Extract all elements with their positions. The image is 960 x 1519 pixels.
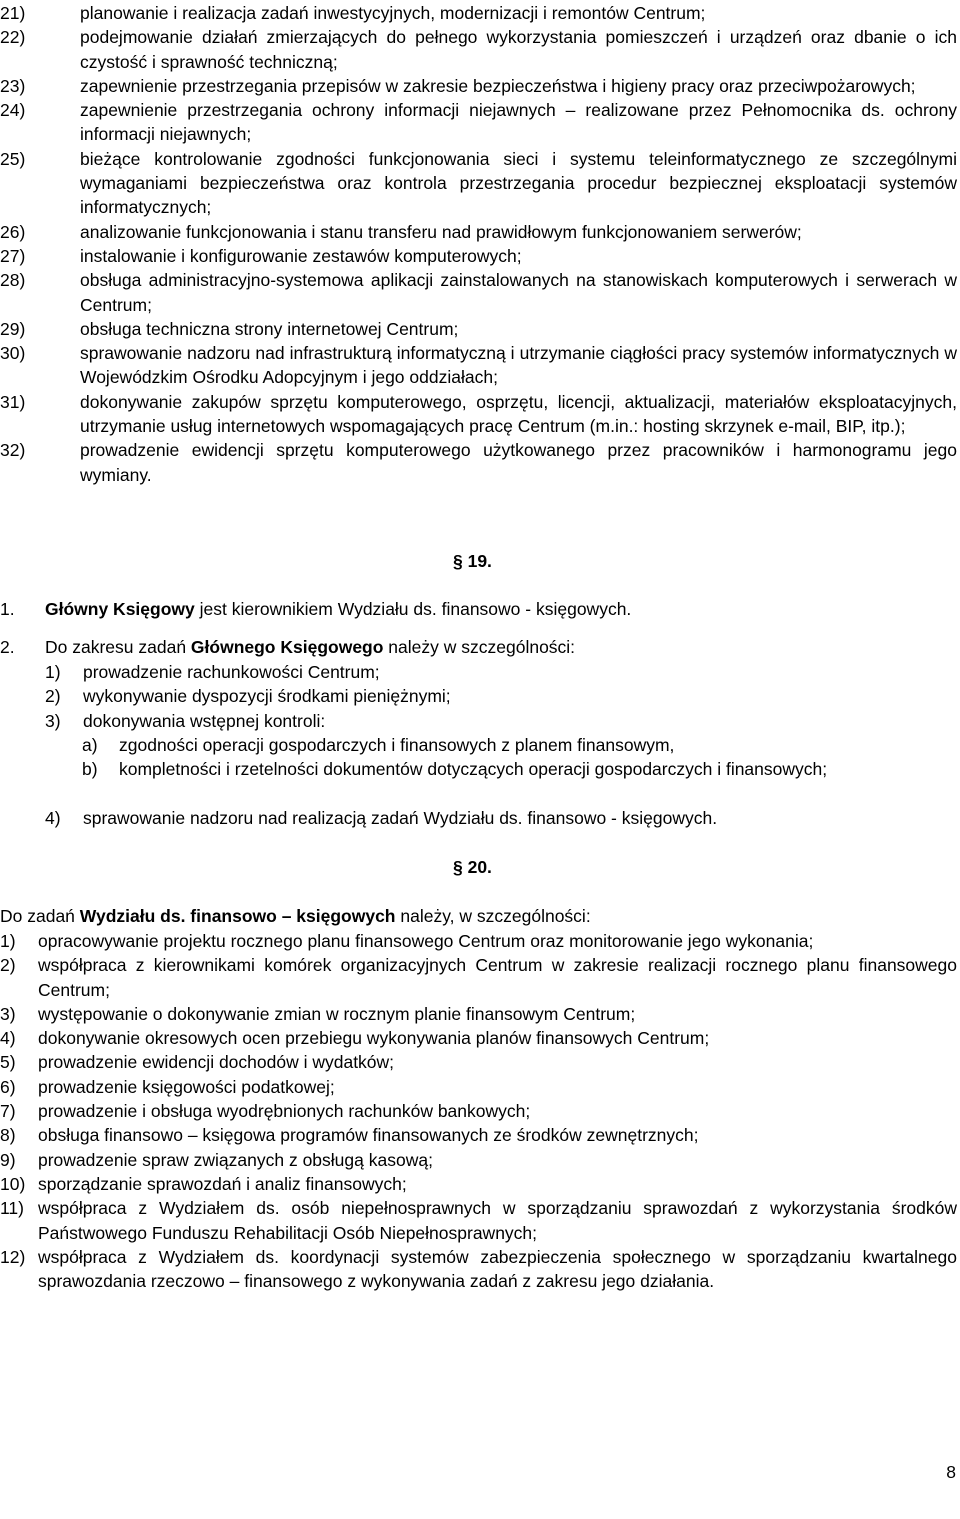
list-item: 1) prowadzenie rachunkowości Centrum; [45,662,380,682]
preliminary-control-sublist [82,733,957,782]
section-19-heading: § 19. [453,551,492,571]
list-item: 3) dokonywania wstępnej kontroli: [45,710,326,731]
chief-accountant-tasks-list-end [45,806,957,830]
list-item: 25) bieżące kontrolowanie zgodności funkcjonowania sieci i systemu teleinformatycznego ze szczególnymi wymaganiami bezpieczeństwa oraz kontrola przestrzegania procedur bezpiecznej eksploatacji systemów informatycznych; [0,148,957,218]
list-item: 22) podejmowanie działań zmierzających do pełnego wykorzystania pomieszczeń i urządzeń oraz dbanie o ich czystość i sprawność techniczną; [0,27,957,72]
list-item: 10) sporządzanie sprawozdań i analiz finansowych; [0,1173,407,1194]
section-19-paragraph-2: 2. Do zakresu zadań Głównego Księgowego należy w szczególności: [0,637,576,657]
list-item: 2) współpraca z kierownikami komórek organizacyjnych Centrum w zakresie realizacji rocznego planu finansowego Centrum; [0,955,957,1000]
list-item: 6) prowadzenie księgowości podatkowej; [0,1076,335,1097]
list-item: 3) występowanie o dokonywanie zmian w rocznym planie finansowym Centrum; [0,1003,636,1024]
list-item: 4) sprawowanie nadzoru nad realizacją zadań Wydziału ds. finansowo - księgowych. [45,808,718,828]
chief-accountant-tasks-list [45,660,957,733]
list-item: a) zgodności operacji gospodarczych i finansowych z planem finansowym, [82,735,675,755]
list-item: 7) prowadzenie i obsługa wyodrębnionych rachunków bankowych; [0,1101,531,1122]
section-20-intro: Do zadań Wydziału ds. finansowo – księgowych należy, w szczególności: [0,906,591,926]
section-19-paragraph-1: 1. Główny Księgowy jest kierownikiem Wydziału ds. finansowo - księgowych. [0,599,632,619]
list-item: 29) obsługa techniczna strony internetowej Centrum; [0,318,459,339]
list-item: b) kompletności i rzetelności dokumentów dotyczących operacji gospodarczych i finansowych; [82,759,828,780]
list-item: 26) analizowanie funkcjonowania i stanu transferu nad prawidłowym funkcjonowaniem serwerów; [0,221,802,242]
list-item: 30) sprawowanie nadzoru nad infrastrukturą informatyczną i utrzymanie ciągłości pracy systemów informatycznych w Wojewódzkim Ośrodku Adopcyjnym i jego oddziałach; [0,343,957,388]
list-item: 12) współpraca z Wydziałem ds. koordynacji systemów zabezpieczenia społecznego w sporządzaniu kwartalnego sprawozdania rzeczowo – finansowego z wykonywania zadań z zakresu jego działania. [0,1246,957,1292]
list-item: 5) prowadzenie ewidencji dochodów i wydatków; [0,1052,395,1073]
list-item: 8) obsługa finansowo – księgowa programów finansowanych ze środków zewnętrznych; [0,1125,699,1146]
list-item: 27) instalowanie i konfigurowanie zestawów komputerowych; [0,245,522,266]
page-number: 8 [946,1462,956,1482]
list-item: 4) dokonywanie okresowych ocen przebiegu wykonywania planów finansowych Centrum; [0,1028,710,1049]
list-item: 23) zapewnienie przestrzegania przepisów w zakresie bezpieczeństwa i higieny pracy oraz przeciwpożarowych; [0,75,916,96]
list-item: 21) planowanie i realizacja zadań inwestycyjnych, modernizacji i remontów Centrum; [0,3,706,23]
list-item: 2) wykonywanie dyspozycji środkami pieniężnymi; [45,686,451,707]
list-item: 9) prowadzenie spraw związanych z obsługą kasową; [0,1149,433,1170]
section-20-heading: § 20. [453,857,492,877]
list-item: 28) obsługa administracyjno-systemowa aplikacji zainstalowanych na stanowiskach komputerowych i serwerach w Centrum; [0,270,957,315]
task-list-continued [0,1,957,487]
list-item: 1) opracowywanie projektu rocznego planu finansowego Centrum oraz monitorowanie jego wykonania; [0,931,814,951]
list-item: 11) współpraca z Wydziałem ds. osób niepełnosprawnych w sporządzaniu sprawozdań z wykorzystania środków Państwowego Funduszu Rehabilitacji Osób Niepełnosprawnych; [0,1198,957,1243]
list-item: 31) dokonywanie zakupów sprzętu komputerowego, osprzętu, licencji, aktualizacji, materiałów eksploatacyjnych, utrzymanie usług internetowych wspomagających pracę Centrum (m.in.: hosting skrzynek e-mail, BIP, itp.); [0,391,957,437]
finance-department-tasks-list [0,929,957,1293]
list-item: 32) prowadzenie ewidencji sprzętu komputerowego użytkowanego przez pracowników i harmonogramu jego wymiany. [0,440,957,485]
list-item: 24) zapewnienie przestrzegania ochrony informacji niejawnych – realizowane przez Pełnomocnika ds. ochrony informacji niejawnych; [0,100,957,145]
